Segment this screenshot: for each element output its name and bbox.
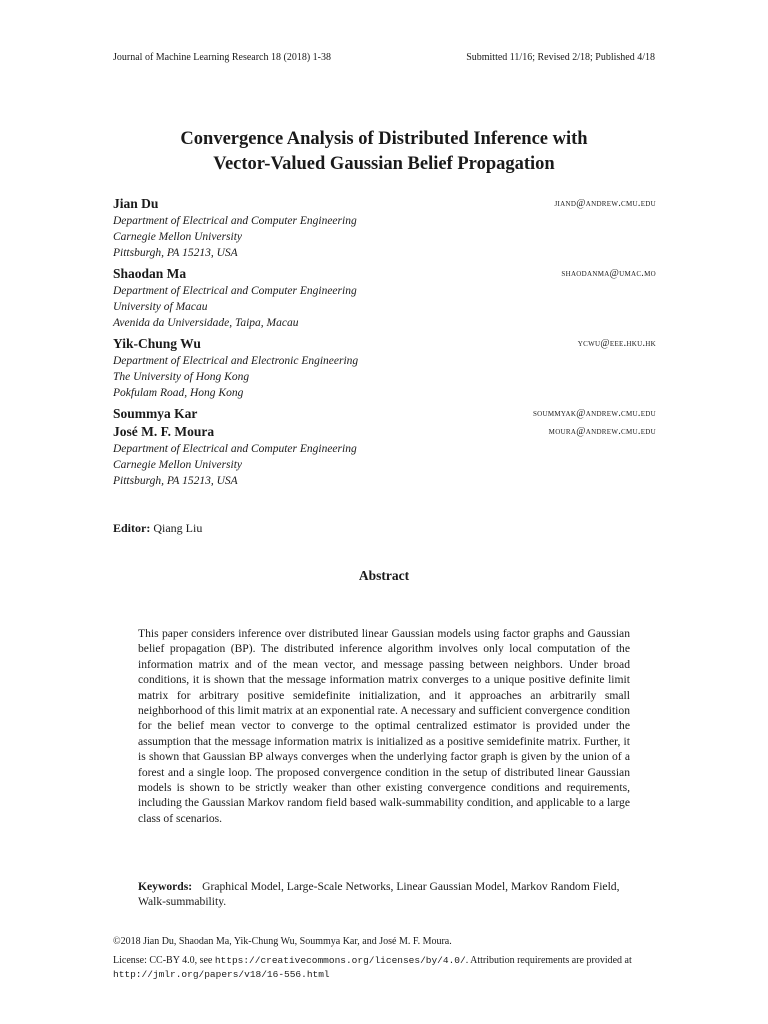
license-link[interactable]: https://creativecommons.org/licenses/by/4.0/	[214, 955, 466, 966]
paper-link[interactable]: http://jmlr.org/papers/v18/16-556.html	[113, 969, 330, 980]
author-block	[113, 405, 656, 489]
affiliation-line: Pittsburgh, PA 15213, USA	[113, 475, 238, 487]
author-name: José M. F. Moura	[113, 424, 215, 439]
author-block	[113, 265, 656, 331]
affiliation-line: Department of Electrical and Electronic Engineering	[113, 355, 359, 367]
author-name: Jian Du	[113, 196, 159, 211]
author-email[interactable]: moura@andrew.cmu.edu	[548, 426, 656, 437]
submission-dates: Submitted 11/16; Revised 2/18; Published 4/18	[466, 52, 655, 63]
license-mid: . Attribution requirements are provided at	[465, 955, 632, 966]
keywords-text: Graphical Model, Large-Scale Networks, Linear Gaussian Model, Markov Random Field, Walk-summability.	[138, 880, 620, 909]
keywords	[138, 879, 630, 910]
license-notice	[113, 954, 658, 982]
affiliation-line: Department of Electrical and Computer Engineering	[113, 443, 357, 455]
editor-line	[113, 521, 202, 536]
affiliation-line: The University of Hong Kong	[113, 371, 250, 383]
journal-header: Journal of Machine Learning Research 18 (2018) 1-38	[113, 52, 331, 63]
affiliation-line: Avenida da Universidade, Taipa, Macau	[113, 317, 299, 329]
abstract-heading: Abstract	[358, 568, 410, 583]
editor-label: Editor:	[113, 521, 151, 535]
author-name: Shaodan Ma	[113, 266, 187, 281]
license-prefix: License: CC-BY 4.0, see	[113, 955, 215, 966]
author-email[interactable]: ycwu@eee.hku.hk	[577, 338, 656, 349]
author-email[interactable]: soummyak@andrew.cmu.edu	[532, 408, 656, 419]
title-line-1: Convergence Analysis of Distributed Inference with	[180, 129, 588, 149]
affiliation-line: Carnegie Mellon University	[113, 459, 243, 471]
paper-title	[0, 127, 768, 177]
author-email[interactable]: jiand@andrew.cmu.edu	[554, 198, 656, 209]
affiliation-line: University of Macau	[113, 301, 208, 313]
abstract-text: This paper considers inference over distributed linear Gaussian models using factor graphs and Gaussian belief propagation (BP). The distributed inference algorithm involves only local computation of the information matrix and of the mean vector, and message passing between neighbors. Under broad conditions, it is shown that the message information matrix converges to a unique positive definite limit matrix for arbitrary positive semidefinite initialization, and it approaches an arbitrarily small neighborhood of this limit matrix at an exponential rate. A necessary and sufficient convergence condition for the belief mean vector to converge to the optimal centralized estimator is provided under the assumption that the message information matrix is initialized as a positive semidefinite matrix. Further, it is shown that Gaussian BP always converges when the underlying factor graph is given by the union of a forest and a single loop. The proposed convergence condition in the setup of distributed linear Gaussian models is shown to be strictly weaker than other existing convergence conditions and requirements, including the Gaussian Markov random field based walk-summability condition, and applicable to a large class of scenarios.	[138, 627, 630, 825]
author-block	[113, 335, 656, 401]
title-line-2: Vector-Valued Gaussian Belief Propagation	[213, 154, 555, 174]
author-name: Yik-Chung Wu	[113, 336, 201, 351]
keywords-label: Keywords:	[138, 880, 193, 893]
affiliation-line: Department of Electrical and Computer Engineering	[113, 285, 357, 297]
affiliation-line: Carnegie Mellon University	[113, 231, 243, 243]
affiliation-line: Pittsburgh, PA 15213, USA	[113, 247, 238, 259]
affiliation-line: Pokfulam Road, Hong Kong	[113, 387, 244, 399]
author-name: Soummya Kar	[113, 406, 198, 421]
affiliation-line: Department of Electrical and Computer Engineering	[113, 215, 357, 227]
author-block	[113, 195, 656, 261]
author-email[interactable]: shaodanma@umac.mo	[561, 268, 656, 279]
editor-name: Qiang Liu	[153, 521, 203, 535]
copyright-notice: ©2018 Jian Du, Shaodan Ma, Yik-Chung Wu, Soummya Kar, and José M. F. Moura.	[113, 936, 452, 947]
